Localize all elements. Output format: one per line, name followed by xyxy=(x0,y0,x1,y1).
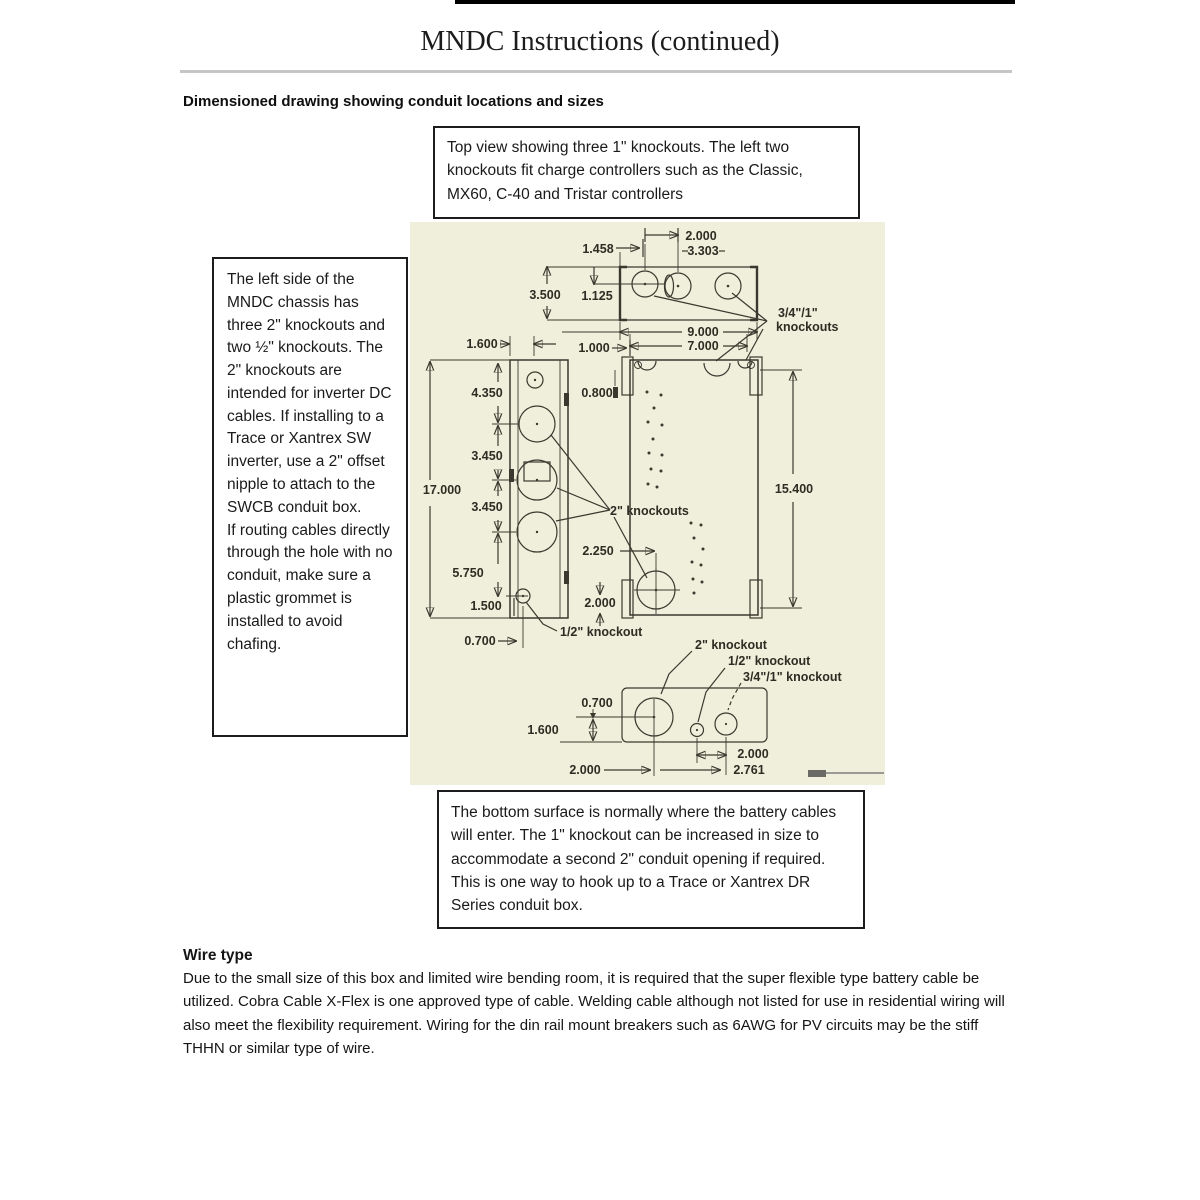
left-side-view xyxy=(509,360,647,631)
bottom-surface-note-text: The bottom surface is normally where the battery cables will enter. The 1" knockout can be increased in size to accommodate a second 2" conduit opening if required. This is one way to hook up to a Trace or Xantrex DR Series conduit box. xyxy=(451,804,837,914)
dim-mid-2250: 2.250 xyxy=(582,544,614,558)
bottom-knockout-labels xyxy=(661,638,843,722)
dim-top-2000: 2.000 xyxy=(685,229,717,243)
dim-mid-1000: 1.000 xyxy=(578,341,610,355)
left-side-dimensions xyxy=(423,336,643,648)
conduit-drawing-svg xyxy=(410,222,885,785)
wire-type-paragraph: Due to the small size of this box and limited wire bending room, it is required that the super flexible type battery cable be utilized. Cobra Cable X-Flex is one approved type of cable. Welding cable although not listed for use in residential wiring will also meet the flexibility requirement. Wiring for the din rail mount breakers such as 6AWG for PV circuits may be the stiff THHN or similar type of wire. xyxy=(183,970,1005,1057)
middle-dimensions xyxy=(578,340,689,571)
dim-bottom-2761: 2.761 xyxy=(733,763,765,777)
dim-front-15400: 15.400 xyxy=(774,482,814,496)
front-view-dimensions xyxy=(760,370,813,608)
scan-edge-artifact xyxy=(455,0,1015,4)
dim-bottom-1600: 1.600 xyxy=(527,723,559,737)
bottom-view-dimensions xyxy=(527,696,884,777)
dim-left-0700: 0.700 xyxy=(464,634,496,648)
dim-top-1125: 1.125 xyxy=(581,289,613,303)
label-half-knockout-left: 1/2" knockout xyxy=(560,625,643,639)
dim-left-2000: 2.000 xyxy=(584,596,616,610)
label-top-knockouts-line1: 3/4"/1" xyxy=(778,306,818,320)
left-side-note xyxy=(212,257,408,737)
left-side-note-p2: If routing cables directly through the hole with no conduit, make sure a plastic grommet is installed to avoid chafing. xyxy=(227,521,393,653)
dim-bottom-2000-right: 2.000 xyxy=(737,747,769,761)
dim-bottom-0700: 0.700 xyxy=(581,696,613,710)
label-34-1-knockout-bottom: 3/4"/1" knockout xyxy=(743,670,842,684)
label-2in-knockout-bottom: 2" knockout xyxy=(695,638,767,652)
front-view xyxy=(622,357,762,618)
dimension-drawing xyxy=(410,222,885,785)
dim-left-3450a: 3.450 xyxy=(471,449,503,463)
wire-type-heading: Wire type xyxy=(183,947,253,964)
dim-left-1600: 1.600 xyxy=(466,337,498,351)
dim-left-3450b: 3.450 xyxy=(471,500,503,514)
dim-top-3303: 3.303 xyxy=(687,244,719,258)
dim-top-3500: 3.500 xyxy=(529,288,561,302)
dim-top-7000: 7.000 xyxy=(687,339,719,353)
dim-top-9000: 9.000 xyxy=(687,325,719,339)
dim-top-1458: 1.458 xyxy=(582,242,614,256)
dim-left-4350: 4.350 xyxy=(471,386,503,400)
top-view-note-text: Top view showing three 1" knockouts. The left two knockouts fit charge controllers such as the Classic, MX60, C-40 and Tristar controllers xyxy=(447,139,803,203)
scan-smudge xyxy=(808,770,826,777)
label-2in-knockouts: 2" knockouts xyxy=(610,504,689,518)
dim-bottom-2000-left: 2.000 xyxy=(569,763,601,777)
top-view-dimensions xyxy=(529,228,838,353)
label-half-knockout-bottom: 1/2" knockout xyxy=(728,654,811,668)
dim-mid-0800: 0.800 xyxy=(581,386,613,400)
label-top-knockouts-line2: knockouts xyxy=(776,320,839,334)
left-side-note-p1: The left side of the MNDC chassis has three 2" knockouts and two ½" knockouts. The 2" knockouts are intended for inverter DC cables. If installing to a Trace or Xantrex SW inverter, use a 2" offset nipple to attach to the SWCB conduit box. xyxy=(227,271,392,516)
dim-left-5750: 5.750 xyxy=(452,566,484,580)
top-view-note xyxy=(433,126,860,219)
page-title: MNDC Instructions (continued) xyxy=(420,26,780,57)
title-divider xyxy=(180,70,1012,73)
section-heading: Dimensioned drawing showing conduit locations and sizes xyxy=(183,93,604,110)
bottom-surface-note xyxy=(437,790,865,929)
dim-left-1500: 1.500 xyxy=(470,599,502,613)
dim-left-17000: 17.000 xyxy=(422,483,462,497)
